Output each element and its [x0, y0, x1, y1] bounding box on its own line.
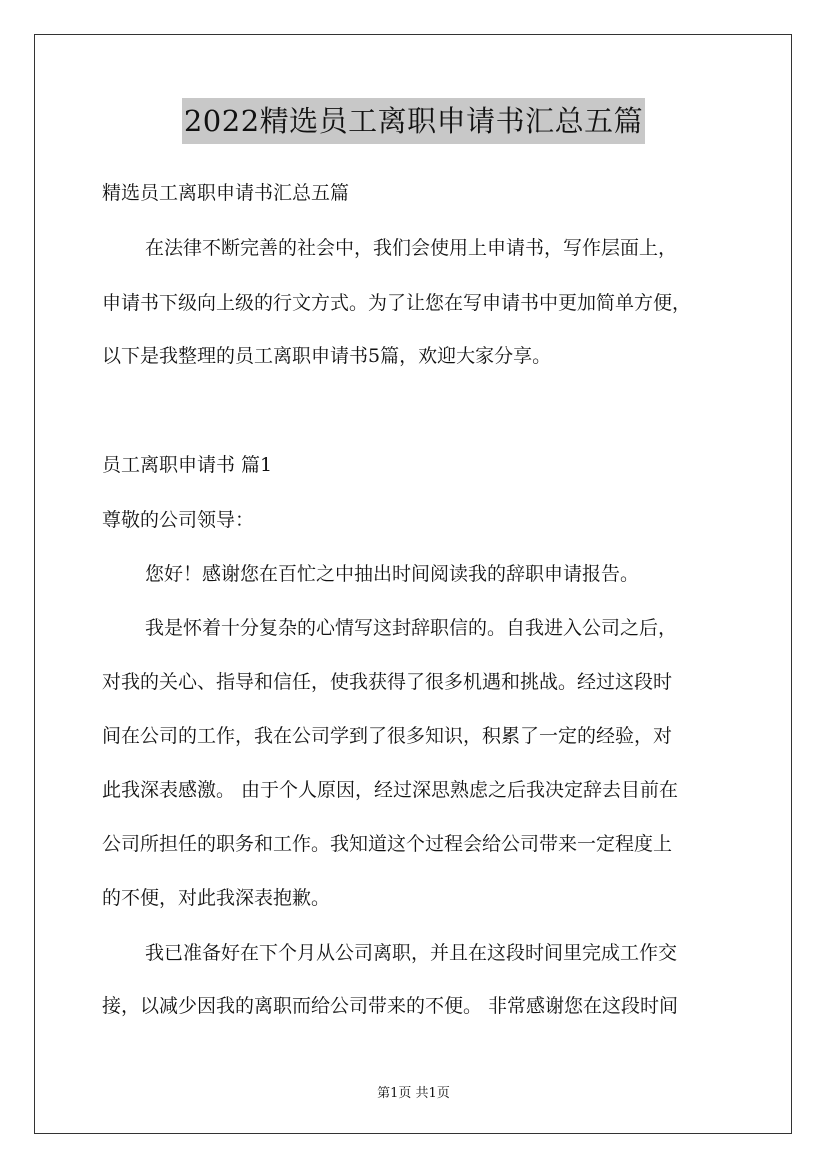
- page-footer: 第1页 共1页: [377, 1086, 450, 1101]
- body-line-5: 此我深表感激。 由于个人原因，经过深思熟虑之后我决定辞去目前在: [102, 779, 679, 801]
- title-container: [0, 98, 827, 144]
- document-subtitle: 精选员工离职申请书汇总五篇: [102, 182, 350, 204]
- body-line-2: 我是怀着十分复杂的心情写这封辞职信的。自我进入公司之后，: [145, 617, 678, 639]
- document-title: 2022精选员工离职申请书汇总五篇: [182, 98, 645, 144]
- body-line-6: 公司所担任的职务和工作。我知道这个过程会给公司带来一定程度上: [102, 833, 673, 855]
- intro-line-1: 在法律不断完善的社会中，我们会使用上申请书，写作层面上，: [145, 237, 678, 259]
- body-line-4: 间在公司的工作，我在公司学到了很多知识，积累了一定的经验，对: [102, 725, 673, 747]
- body-line-3: 对我的关心、指导和信任，使我获得了很多机遇和挑战。经过这段时: [102, 671, 673, 693]
- section-heading: 员工离职申请书 篇1: [102, 454, 273, 476]
- intro-line-2: 申请书下级向上级的行文方式。为了让您在写申请书中更加简单方便，: [102, 292, 692, 314]
- body-line-9: 接，以减少因我的离职而给公司带来的不便。 非常感谢您在这段时间: [102, 995, 679, 1017]
- body-line-8: 我已准备好在下个月从公司离职，并且在这段时间里完成工作交: [145, 942, 678, 964]
- body-line-1: 您好！感谢您在百忙之中抽出时间阅读我的辞职申请报告。: [145, 563, 640, 585]
- body-line-7: 的不便，对此我深表抱歉。: [102, 887, 331, 909]
- intro-line-3: 以下是我整理的员工离职申请书5篇，欢迎大家分享。: [102, 345, 552, 367]
- salutation: 尊敬的公司领导：: [102, 509, 255, 531]
